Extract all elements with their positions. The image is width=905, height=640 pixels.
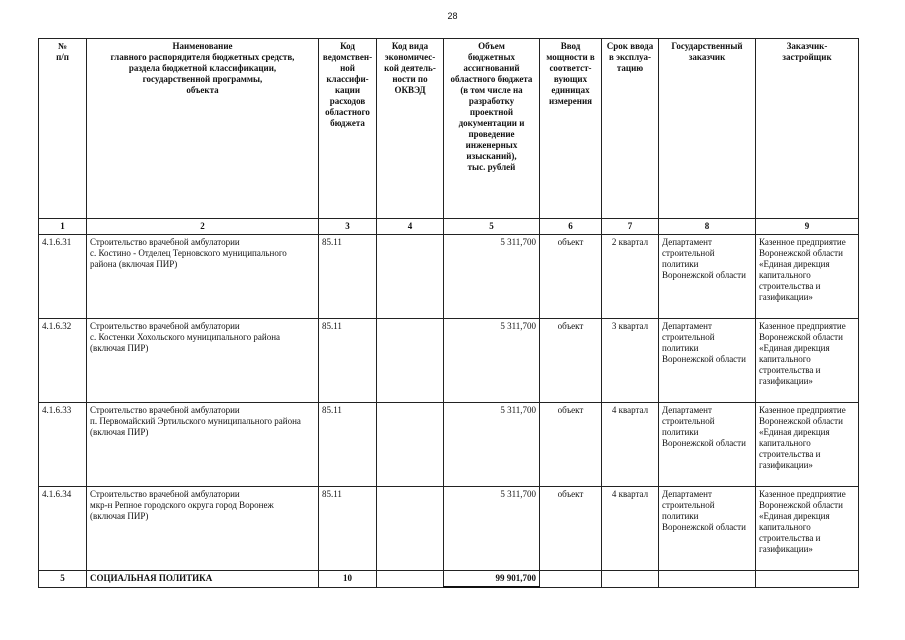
row-code: 85.11: [319, 319, 377, 403]
table-row: [39, 403, 859, 487]
column-number: 9: [756, 219, 859, 235]
row-code: 85.11: [319, 487, 377, 571]
row-amount: 5 311,700: [444, 319, 540, 403]
column-number-row: [39, 219, 859, 235]
row-unit: объект: [540, 319, 602, 403]
total-amount: 99 901,700: [444, 571, 540, 588]
header-term: Срок ввода в эксплуа- тацию: [602, 39, 659, 219]
row-customer: Департамент строительной политики Воронежской области: [659, 235, 756, 319]
total-code: 10: [319, 571, 377, 588]
row-term: 4 квартал: [602, 403, 659, 487]
row-amount: 5 311,700: [444, 487, 540, 571]
total-num: 5: [39, 571, 87, 588]
column-number: 3: [319, 219, 377, 235]
row-unit: объект: [540, 235, 602, 319]
row-num: 4.1.6.33: [39, 403, 87, 487]
header-code: Код ведомствен- ной классифи- кации расходов областного бюджета: [319, 39, 377, 219]
total-okved: [377, 571, 444, 588]
budget-table: [38, 38, 859, 588]
row-name: Строительство врачебной амбулатории с. Костенки Хохольского муниципального района (включая ПИР): [87, 319, 319, 403]
total-name: СОЦИАЛЬНАЯ ПОЛИТИКА: [87, 571, 319, 588]
row-okved: [377, 403, 444, 487]
header-developer: Заказчик- застройщик: [756, 39, 859, 219]
row-code: 85.11: [319, 235, 377, 319]
header-amount: Объем бюджетных ассигнований областного бюджета (в том числе на разработку проектной документации и проведение инженерных изысканий), тыс. рублей: [444, 39, 540, 219]
total-developer: [756, 571, 859, 588]
row-okved: [377, 319, 444, 403]
row-name: Строительство врачебной амбулатории мкр-н Репное городского округа город Воронеж (включая ПИР): [87, 487, 319, 571]
table-row: [39, 319, 859, 403]
row-developer: Казенное предприятие Воронежской области «Единая дирекция капитального строительства и газификации»: [756, 235, 859, 319]
column-number: 1: [39, 219, 87, 235]
row-okved: [377, 235, 444, 319]
header-customer: Государственный заказчик: [659, 39, 756, 219]
table-row: [39, 487, 859, 571]
header-okved: Код вида экономичес- кой деятель- ности по ОКВЭД: [377, 39, 444, 219]
column-number: 7: [602, 219, 659, 235]
total-unit: [540, 571, 602, 588]
row-num: 4.1.6.34: [39, 487, 87, 571]
column-number: 2: [87, 219, 319, 235]
row-okved: [377, 487, 444, 571]
header-num: № п/п: [39, 39, 87, 219]
row-amount: 5 311,700: [444, 403, 540, 487]
header-row: [39, 39, 859, 219]
row-developer: Казенное предприятие Воронежской области «Единая дирекция капитального строительства и газификации»: [756, 403, 859, 487]
row-name: Строительство врачебной амбулатории с. Костино - Отделец Терновского муниципального района (включая ПИР): [87, 235, 319, 319]
table-row: [39, 235, 859, 319]
row-code: 85.11: [319, 403, 377, 487]
row-unit: объект: [540, 403, 602, 487]
row-developer: Казенное предприятие Воронежской области «Единая дирекция капитального строительства и газификации»: [756, 487, 859, 571]
header-name: Наименование главного распорядителя бюджетных средств, раздела бюджетной классификации, государственной программы, объекта: [87, 39, 319, 219]
column-number: 6: [540, 219, 602, 235]
row-customer: Департамент строительной политики Воронежской области: [659, 403, 756, 487]
row-num: 4.1.6.32: [39, 319, 87, 403]
total-term: [602, 571, 659, 588]
row-developer: Казенное предприятие Воронежской области «Единая дирекция капитального строительства и газификации»: [756, 319, 859, 403]
column-number: 5: [444, 219, 540, 235]
row-customer: Департамент строительной политики Воронежской области: [659, 319, 756, 403]
row-term: 2 квартал: [602, 235, 659, 319]
row-name: Строительство врачебной амбулатории п. Первомайский Эртильского муниципального района (включая ПИР): [87, 403, 319, 487]
page-number: 28: [447, 11, 458, 21]
column-number: 4: [377, 219, 444, 235]
row-term: 3 квартал: [602, 319, 659, 403]
row-num: 4.1.6.31: [39, 235, 87, 319]
total-customer: [659, 571, 756, 588]
total-row: [39, 571, 859, 588]
row-term: 4 квартал: [602, 487, 659, 571]
row-amount: 5 311,700: [444, 235, 540, 319]
column-number: 8: [659, 219, 756, 235]
header-capacity: Ввод мощности в соответст- вующих единицах измерения: [540, 39, 602, 219]
row-unit: объект: [540, 487, 602, 571]
row-customer: Департамент строительной политики Воронежской области: [659, 487, 756, 571]
